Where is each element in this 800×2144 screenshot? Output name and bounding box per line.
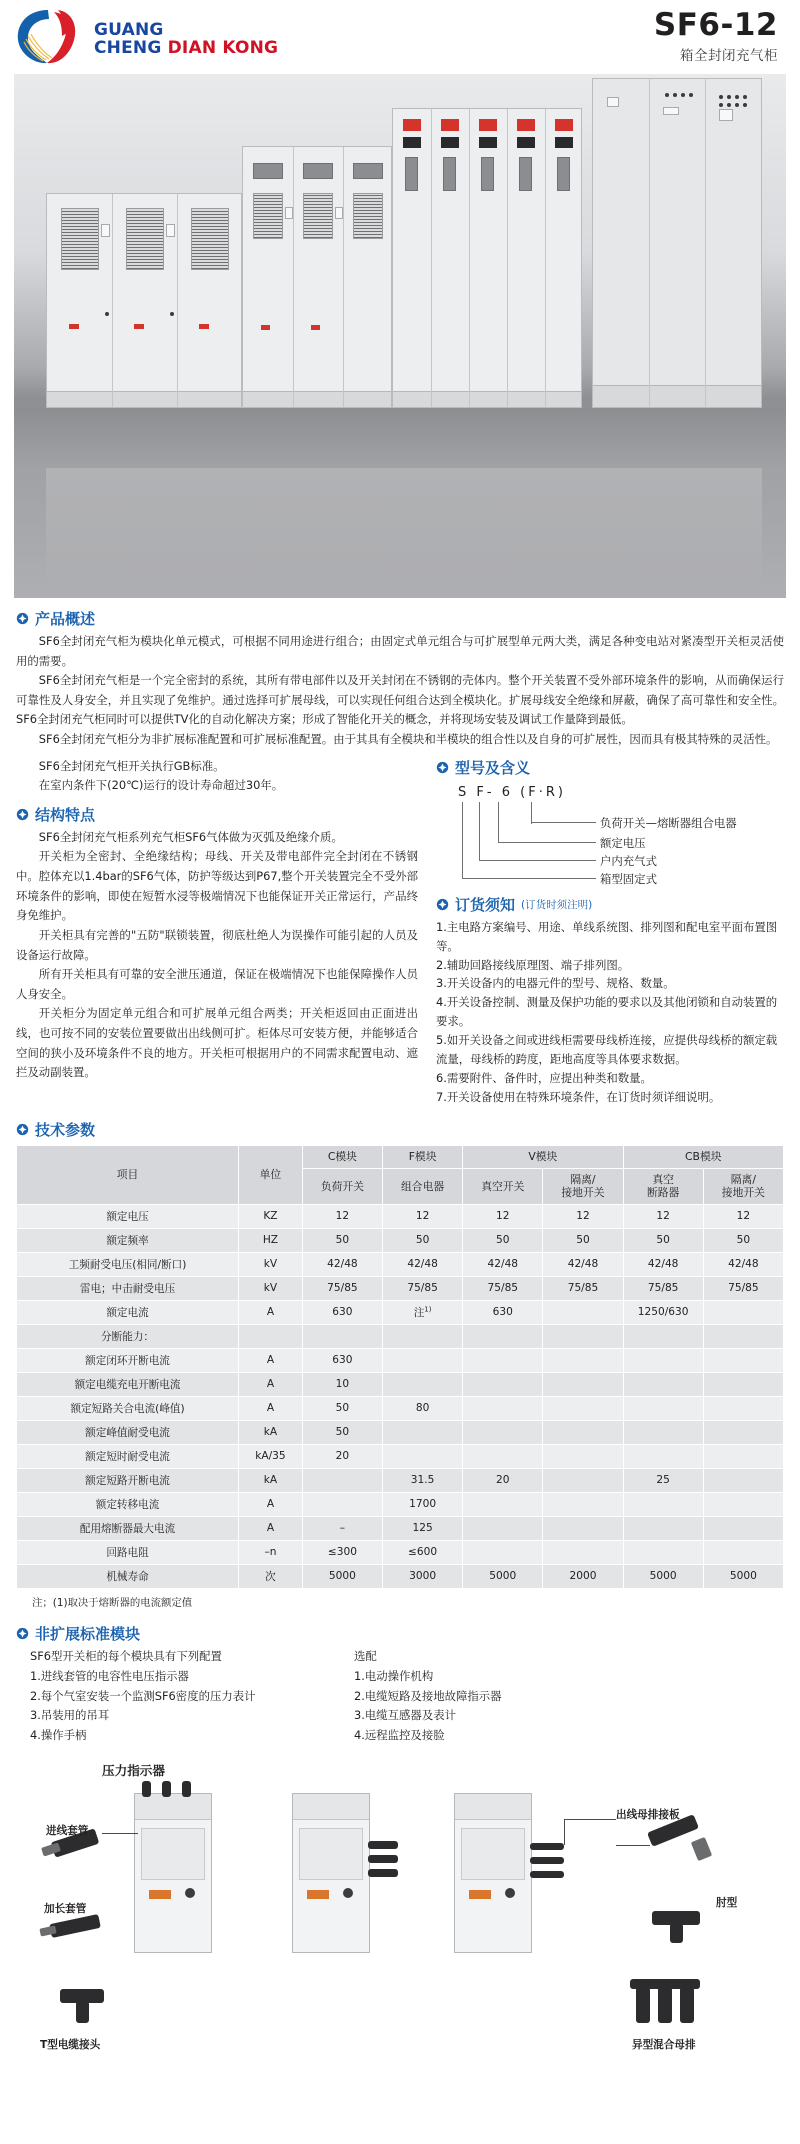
table-cell-item: 额定短路关合电流(峰值) [17,1396,239,1420]
th-sub-4: 真空 断路器 [623,1168,703,1204]
th-sub-2: 真空开关 [463,1168,543,1204]
table-cell-value: 5000 [302,1564,382,1588]
table-cell-value [703,1492,783,1516]
table-cell-value [302,1324,382,1348]
nonexpand-left-item: 2.每个气室安装一个监测SF6密度的压力表计 [30,1688,256,1703]
table-cell-value: 75/85 [543,1276,623,1300]
spec-table-note: 注；(1)取决于熔断器的电流额定值 [32,1596,193,1609]
table-row [17,1540,784,1564]
th-unit: 单位 [239,1145,303,1204]
table-cell-unit: 次 [239,1564,303,1588]
table-cell-value [543,1516,623,1540]
figure-label-mixed-busbar: 异型混合母排 [632,2039,696,2052]
table-cell-value [703,1372,783,1396]
model-code-line [458,785,784,800]
table-cell-value [623,1444,703,1468]
nonexpand-left-item: 3.吊装用的吊耳 [30,1708,110,1723]
table-cell-value [463,1444,543,1468]
table-cell-unit: A [239,1492,303,1516]
table-cell-value [463,1348,543,1372]
table-cell-value: 12 [383,1204,463,1228]
gear-icon [16,1123,29,1136]
cabinet-right-bank [592,78,762,408]
table-cell-value [543,1420,623,1444]
table-cell-value: 75/85 [302,1276,382,1300]
spec-table-wrap [0,1145,800,1609]
table-cell-value: 12 [703,1204,783,1228]
leader-line-busbar-plate [564,1819,616,1820]
table-cell-value: 42/48 [463,1252,543,1276]
footnote-marker: 1) [424,1305,432,1314]
table-row [17,1324,784,1348]
figure-label-t-connector: T型电缆接头 [40,2039,101,2052]
structure-body [16,828,418,1083]
table-cell-value [703,1396,783,1420]
table-cell-value: 42/48 [543,1252,623,1276]
brand-line-1: GUANG [94,20,164,41]
table-cell-value [543,1492,623,1516]
table-cell-value [543,1348,623,1372]
overview-tail [16,757,418,796]
table-cell-unit: A [239,1348,303,1372]
overview-p2: SF6全封闭充气柜是一个完全密封的系统，其所有带电部件以及开关封闭在不锈钢的壳体内。整个开关装置不受外部环境条件的影响，从而确保运行可靠性及人身安全，并且实现了免维护。通过选择可扩展母线，可以实现任何组合达到全模块化。扩展母线安全绝缘和屏蔽，确保了高可靠性和安全性。SF6全封闭充气柜同时可以提供TV化的自动化解决方案；形成了智能化开关的概念，并将现场安装及调试工作量降到最低。 [16,673,784,727]
product-photo [14,74,786,598]
table-cell-value: 50 [463,1228,543,1252]
structure-p3: 开关柜具有完善的"五防"联锁装置，彻底杜绝人为误操作可能引起的人员及设备运行故障。 [16,927,418,962]
table-cell-unit: A [239,1516,303,1540]
table-cell-value [383,1372,463,1396]
figure-label-busbar-plate: 出线母排接板 [616,1809,680,1822]
table-row [17,1204,784,1228]
nonexpand-right-item: 4.远程监控及接脸 [354,1728,445,1743]
table-row [17,1492,784,1516]
table-cell-value: 5000 [623,1564,703,1588]
spec-header-row-1 [17,1145,784,1168]
table-cell-value: 3000 [383,1564,463,1588]
table-row [17,1564,784,1588]
table-cell-value: 42/48 [623,1252,703,1276]
table-cell-value [623,1324,703,1348]
table-row [17,1276,784,1300]
th-group-cb: CB模块 [623,1145,783,1168]
table-cell-item: 额定转移电流 [17,1492,239,1516]
page-title: SF6-12 [653,6,778,43]
table-row [17,1468,784,1492]
ordering-item: 2.辅助回路接线原理图、端子排列图。 [436,957,630,972]
table-cell-value: 50 [383,1228,463,1252]
table-cell-value: 50 [302,1420,382,1444]
nonexpand-left-item: 1.进线套管的电容性电压指示器 [30,1668,189,1683]
page-subtitle: 箱全封闭充气柜 [680,48,778,65]
table-cell-item: 额定电压 [17,1204,239,1228]
model-part-6: 6 [501,784,513,800]
figure-cable-joint-1 [368,1841,398,1849]
ordering-heading [436,894,784,915]
nonexpand-right-item: 3.电缆互感器及表计 [354,1708,456,1723]
figure-part-mixed-busbar-1 [636,1987,650,2023]
overview-p5: 在室内条件下(20℃)运行的设计寿命超过30年。 [38,778,284,793]
th-group-v: V模块 [463,1145,623,1168]
ordering-list [436,918,784,1107]
table-cell-value [703,1516,783,1540]
table-cell-value [383,1444,463,1468]
figure-part-t-connector-stem [76,2001,89,2023]
content-area [0,598,800,1107]
figure-label-elbow: 肘型 [716,1897,738,1910]
model-part-s: S [458,784,470,800]
th-sub-5: 隔离/ 接地开关 [703,1168,783,1204]
model-part-fr: (F·R) [520,784,566,800]
table-row [17,1396,784,1420]
figure-busbar-plate-1 [530,1843,564,1850]
table-cell-value [703,1348,783,1372]
table-cell-value [623,1396,703,1420]
table-cell-item: 机械寿命 [17,1564,239,1588]
figure-part-elbow-tip [691,1837,712,1861]
table-cell-item: 额定电流 [17,1300,239,1324]
structure-p1: SF6全封闭充气柜系列充气柜SF6气体做为灭弧及绝缘介质。 [38,829,343,844]
figure-busbar-plate-2 [530,1857,564,1864]
two-column-block [16,757,784,1107]
nonexpand-heading-text: 非扩展标准模块 [35,1624,141,1643]
nonexpand-right [354,1647,502,1746]
table-cell-value [463,1396,543,1420]
table-cell-value [703,1300,783,1324]
brand-logo [14,6,278,68]
gear-icon [16,808,29,821]
table-cell-item: 额定峰值耐受电流 [17,1420,239,1444]
pressure-indicator-figure [16,1783,784,2083]
tech-heading-text: 技术参数 [35,1120,96,1139]
cabinet-indicator-bank [392,108,582,408]
table-cell-value [463,1372,543,1396]
structure-heading [16,804,418,825]
brand-diankong: DIAN KONG [167,38,279,58]
overview-section [16,608,784,750]
table-cell-value [383,1348,463,1372]
table-cell-unit: –n [239,1540,303,1564]
table-cell-item: 工频耐受电压(相同/断口) [17,1252,239,1276]
table-cell-value [463,1324,543,1348]
table-cell-value: 630 [463,1300,543,1324]
table-cell-value [543,1540,623,1564]
leader-line-inlet [102,1833,138,1834]
table-cell-value: 630 [302,1348,382,1372]
th-sub-1: 组合电器 [383,1168,463,1204]
table-cell-value: 5000 [703,1564,783,1588]
table-cell-value: 50 [623,1228,703,1252]
model-heading-text: 型号及含义 [455,758,531,777]
table-row [17,1228,784,1252]
table-cell-unit: kA [239,1420,303,1444]
table-cell-value [543,1300,623,1324]
table-cell-value: 42/48 [703,1252,783,1276]
table-cell-value: 1250/630 [623,1300,703,1324]
table-cell-value [543,1372,623,1396]
right-column [436,757,784,1107]
overview-heading [16,608,784,629]
table-cell-item: 雷电；中击耐受电压 [17,1276,239,1300]
table-cell-value [543,1444,623,1468]
ordering-item: 1.主电路方案编号、用途、单线系统图、排列图和配电室平面布置图等。 [436,919,778,953]
table-cell-item: 回路电阻 [17,1540,239,1564]
table-cell-value: – [302,1516,382,1540]
model-label-2: 户内充气式 [600,853,657,868]
nonexpand-heading [16,1623,784,1644]
nonexpand-right-title: 选配 [354,1648,377,1663]
table-cell-value: 80 [383,1396,463,1420]
ordering-heading-text: 订货须知 [455,895,516,914]
table-cell-unit: A [239,1396,303,1420]
table-cell-value [543,1468,623,1492]
model-label-1: 额定电压 [600,835,646,850]
table-cell-value: 12 [463,1204,543,1228]
model-label-3: 箱型固定式 [600,871,657,886]
nonexpand-right-item: 1.电动操作机构 [354,1668,434,1683]
ordering-item: 3.开关设备内的电器元件的型号、规格、数量。 [436,976,675,991]
table-cell-unit: HZ [239,1228,303,1252]
ordering-item: 5.如开关设备之间或进线柜需要母线桥连接，应提供母线桥的额定载流量，母线桥的跨度，距地高度等具体要求数据。 [436,1033,778,1067]
nonexpand-left [30,1647,330,1746]
structure-p5: 开关柜分为固定单元组合和可扩展单元组合两类；开关柜返回由正面进出线，也可按不同的安装位置要做出出线侧可扩。柜体尽可安装方便，并能够适合空间的狭小及环境条件不良的地方。开关柜可根据用户的不同需求配置电动、遮拦及动副装置。 [16,1006,418,1080]
nonexpand-section [0,1609,800,1779]
table-row [17,1420,784,1444]
table-cell-value: 50 [302,1228,382,1252]
table-cell-value [463,1420,543,1444]
table-cell-value [703,1420,783,1444]
table-cell-value: 20 [302,1444,382,1468]
table-cell-item: 分断能力： [17,1324,239,1348]
table-cell-unit: kV [239,1252,303,1276]
table-row [17,1252,784,1276]
table-cell-value [463,1540,543,1564]
table-cell-value: ≤600 [383,1540,463,1564]
structure-p2: 开关柜为全密封、全绝缘结构；母线、开关及带电部件完全封闭在不锈钢中。腔体充以1.4bar的SF6气体，防护等级达到P67,整个开关装置完全不受外部环境条件的影响，即使在短暂水浸等极端情况下也能保证开关正常运行，产品终身免维护。 [16,849,418,923]
figure-cable-joint-3 [368,1869,398,1877]
nonexpand-left-list [30,1667,330,1746]
overview-p1: SF6全封闭充气柜为模块化单元模式，可根据不同用途进行组合；由固定式单元组合与可扩展型单元两大类，满足各种变电站对紧凑型开关柜灵活使用的需要。 [16,634,784,668]
table-cell-value: 50 [703,1228,783,1252]
model-part-f: F- [476,784,495,800]
table-cell-unit [239,1324,303,1348]
cabinet-left-bank [46,193,242,408]
gear-icon [436,761,449,774]
spec-table-head [17,1145,784,1204]
figure-busbar-plate-3 [530,1871,564,1878]
table-cell-value [703,1444,783,1468]
table-cell-value [463,1516,543,1540]
table-cell-value: 42/48 [302,1252,382,1276]
figure-bushing-top-3 [182,1781,191,1797]
table-cell-value: ≤300 [302,1540,382,1564]
table-cell-unit: A [239,1372,303,1396]
table-cell-value: 50 [543,1228,623,1252]
product-title-block [653,6,778,65]
table-cell-value: 42/48 [383,1252,463,1276]
table-cell-unit: A [239,1300,303,1324]
figure-cabinet-1 [134,1793,212,1953]
table-cell-value: 75/85 [383,1276,463,1300]
gear-icon [16,1627,29,1640]
figure-cabinet-2 [292,1793,370,1953]
nonexpand-right-list [354,1667,502,1746]
model-designation-diagram [446,800,784,892]
table-cell-value [703,1468,783,1492]
table-row [17,1348,784,1372]
table-cell-value: 630 [302,1300,382,1324]
figure-cabinet-3 [454,1793,532,1953]
photo-reflection [46,468,762,588]
table-cell-value [463,1492,543,1516]
table-cell-value [383,1420,463,1444]
table-cell-value [703,1324,783,1348]
th-group-f: F模块 [383,1145,463,1168]
table-cell-value [623,1540,703,1564]
overview-p3: SF6全封闭充气柜分为非扩展标准配置和可扩展标准配置。由于其具有全模块和半模块的组合性以及自身的可扩展性，因而具有极其特殊的灵活性。 [38,732,778,747]
structure-p4: 所有开关柜具有可靠的安全泄压通道，保证在极端情况下也能保障操作人员人身安全。 [16,967,418,1001]
table-cell-value [543,1396,623,1420]
table-cell-item: 额定短时耐受电流 [17,1444,239,1468]
structure-heading-text: 结构特点 [35,805,96,824]
table-cell-unit: kA [239,1468,303,1492]
table-cell-item: 额定短路开断电流 [17,1468,239,1492]
spec-table-body [17,1204,784,1588]
table-cell-value: 12 [623,1204,703,1228]
table-cell-value: 20 [463,1468,543,1492]
table-cell-value [623,1420,703,1444]
model-label-0: 负荷开关—熔断器组合电器 [600,815,737,830]
ordering-heading-note: (订货时须注明) [521,898,593,911]
table-cell-item: 配用熔断器最大电流 [17,1516,239,1540]
table-cell-value: 12 [302,1204,382,1228]
overview-p4: SF6全封闭充气柜开关执行GB标准。 [38,758,225,773]
table-row [17,1300,784,1324]
table-cell-value: 注$^{1)}$ [383,1300,463,1324]
page-header [0,0,800,74]
model-heading [436,757,784,778]
table-cell-value [543,1324,623,1348]
gear-icon [16,612,29,625]
figure-part-mixed-busbar-2 [658,1987,672,2023]
table-cell-value: 10 [302,1372,382,1396]
th-sub-0: 负荷开关 [302,1168,382,1204]
table-cell-unit: KZ [239,1204,303,1228]
table-row [17,1516,784,1540]
table-cell-value: 1700 [383,1492,463,1516]
th-sub-3: 隔离/ 接地开关 [543,1168,623,1204]
table-cell-value: 125 [383,1516,463,1540]
tech-heading [16,1119,784,1140]
figure-part-mixed-busbar-bar [630,1979,700,1989]
table-cell-value: 2000 [543,1564,623,1588]
ordering-item: 4.开关设备控制、测量及保护功能的要求以及其他闭锁和自动装置的要求。 [436,995,778,1029]
figure-bushing-top-1 [142,1781,151,1797]
nonexpand-columns [16,1647,784,1746]
th-item: 项目 [17,1145,239,1204]
table-cell-unit: kV [239,1276,303,1300]
table-cell-value [623,1372,703,1396]
table-cell-value [383,1324,463,1348]
table-cell-value: 75/85 [703,1276,783,1300]
nonexpand-left-item: 4.操作手柄 [30,1728,87,1743]
ordering-item: 7.开关设备使用在特殊环境条件，在订货时须详细说明。 [436,1089,721,1104]
table-cell-unit: kA/35 [239,1444,303,1468]
leader-line-elbow [616,1845,650,1846]
figure-cable-joint-2 [368,1855,398,1863]
figure-label-extended-bushing: 加长套管 [44,1903,87,1916]
figure-part-extended-bushing [49,1914,101,1938]
table-cell-value: 5000 [463,1564,543,1588]
spec-table [16,1145,784,1589]
tech-section [0,1107,800,1145]
table-row [17,1372,784,1396]
cabinet-center-bank [242,146,392,408]
overview-body [16,632,784,750]
table-cell-value: 25 [623,1468,703,1492]
table-cell-value: 75/85 [463,1276,543,1300]
figure-part-mixed-busbar-3 [680,1987,694,2023]
figure-title: 压力指示器 [102,1763,165,1779]
figure-bushing-top-2 [162,1781,171,1797]
gear-icon [436,898,449,911]
overview-heading-text: 产品概述 [35,610,96,628]
brand-line-2 [94,40,278,58]
th-group-c: C模块 [302,1145,382,1168]
table-cell-value [703,1540,783,1564]
table-cell-value [302,1468,382,1492]
table-cell-item: 额定闭环开断电流 [17,1348,239,1372]
left-column [16,757,418,1083]
nonexpand-left-title: SF6型开关柜的每个模块具有下列配置 [30,1648,222,1663]
table-cell-value [623,1492,703,1516]
table-cell-item: 额定电缆充电开断电流 [17,1372,239,1396]
table-cell-value: 31.5 [383,1468,463,1492]
table-cell-value: 50 [302,1396,382,1420]
brand-cheng: CHENG [94,38,162,58]
table-cell-value: 12 [543,1204,623,1228]
figure-label-inlet-bushing: 进线套管 [46,1825,89,1838]
table-cell-value [302,1492,382,1516]
table-cell-value [623,1348,703,1372]
swoosh-logo-icon [14,6,90,68]
table-cell-value: 75/85 [623,1276,703,1300]
table-cell-value [623,1516,703,1540]
leader-line-busbar-plate-v [564,1819,565,1845]
brand-wordmark [94,16,278,57]
table-cell-item: 额定频率 [17,1228,239,1252]
ordering-item: 6.需要附件、备件时，应提出种类和数量。 [436,1071,652,1086]
figure-part-elbow-2-stem [670,1923,683,1943]
nonexpand-right-item: 2.电缆短路及接地故障指示器 [354,1688,502,1703]
table-row [17,1444,784,1468]
